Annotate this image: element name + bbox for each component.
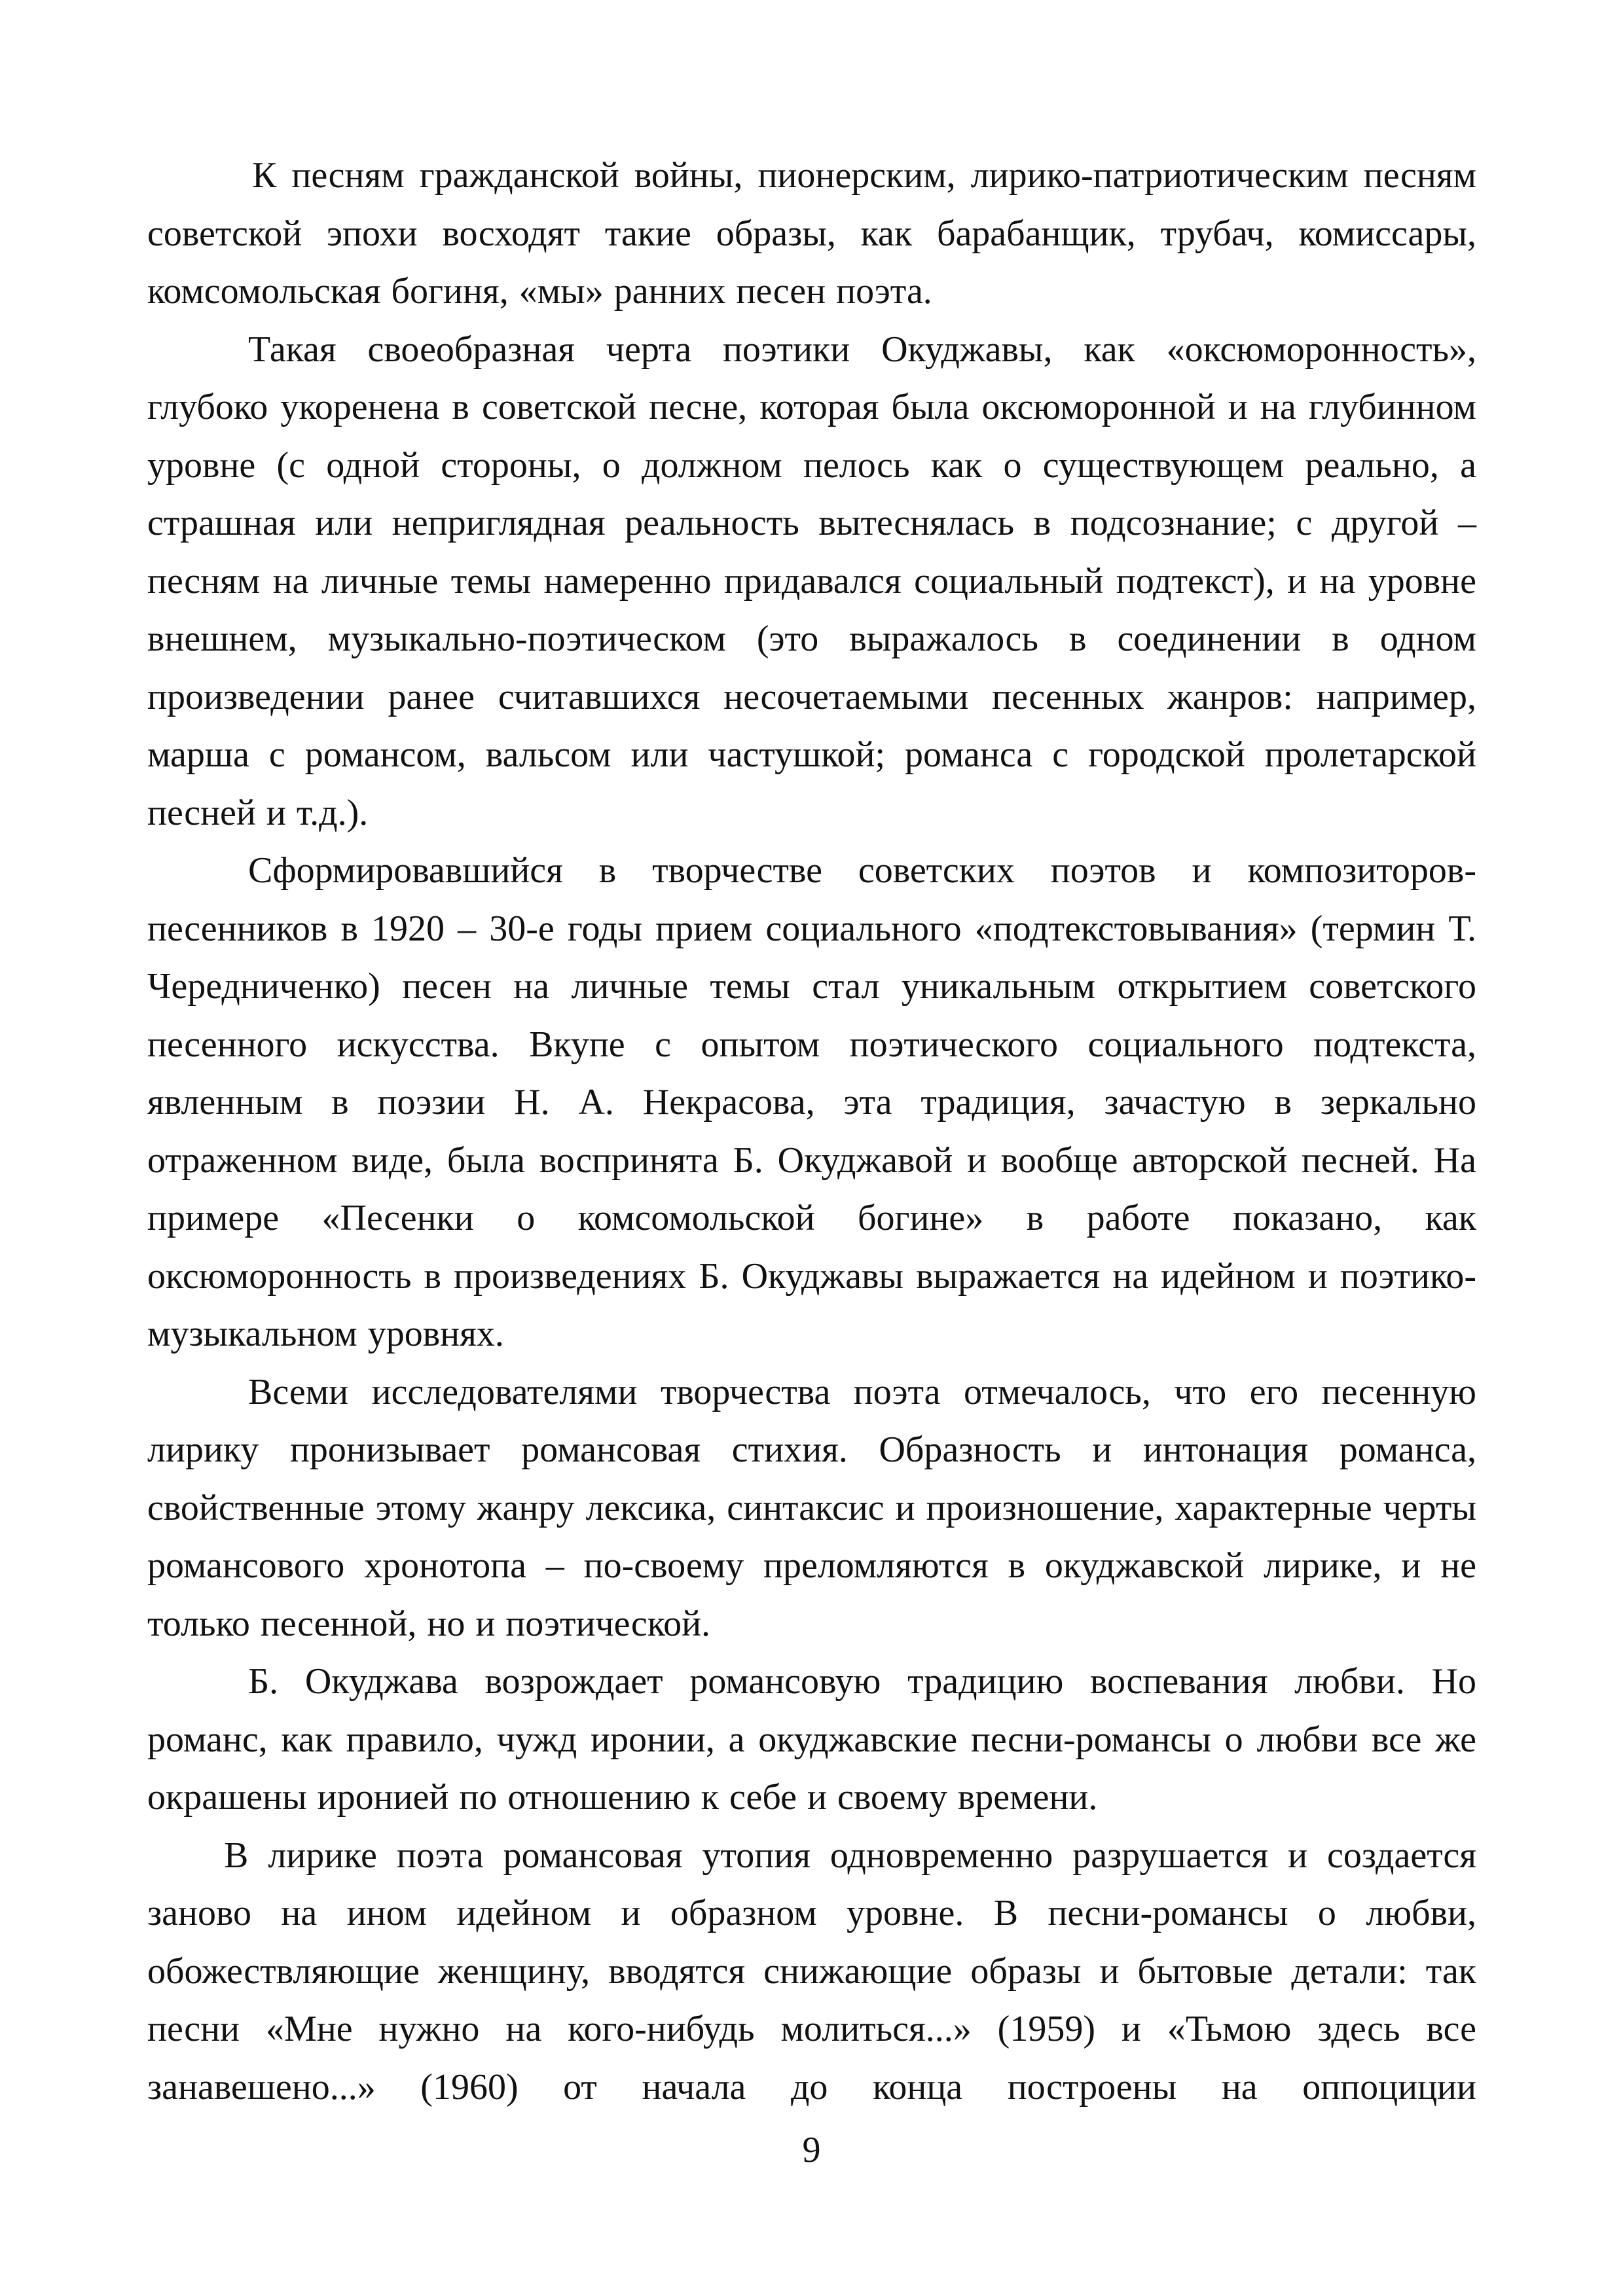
paragraph-4: Всеми исследователями творчества поэта отмечалось, что его песенную лирику пронизывает романсовая стихия. Образность и интонация романса, свойственные этому жанру лексика, синтаксис и произношение, характерные черты романсового хронотопа – по-своему преломляются в окуджавской лирике, и не только песенной, но и поэтической.: [147, 1371, 1476, 1644]
body-text: [147, 147, 1476, 2116]
paragraph-3: Сформировавшийся в творчестве советских поэтов и композиторов-песенников в 1920 – 30-е годы прием социального «подтекстовывания» (термин Т. Чередниченко) песен на личные темы стал уникальным открытием советского песенного искусства. Вкупе с опытом поэтического социального подтекста, явленным в поэзии Н. А. Некрасова, эта традиция, зачастую в зеркально отраженном виде, была воспринята Б. Окуджавой и вообще авторской песней. На примере «Песенки о комсомольской богине» в работе показано, как оксюморонность в произведениях Б. Окуджавы выражается на идейном и поэтико-музыкальном уровнях.: [147, 850, 1476, 1354]
paragraph-6: В лирике поэта романсовая утопия одновременно разрушается и создается заново на ином идейном и образном уровне. В песни-романсы о любви, обожествляющие женщину, вводятся снижающие образы и бытовые детали: так песни «Мне нужно на кого-нибудь молиться...» (1959) и «Тьмою здесь все занавешено...» (1960) от начала до конца построены на оппоциции: [147, 1835, 1476, 2108]
page-number: 9: [802, 2130, 821, 2170]
paragraph-5: Б. Окуджава возрождает романсовую традицию воспевания любви. Но романс, как правило, чужд иронии, а окуджавские песни-романсы о любви все же окрашены иронией по отношению к себе и своему времени.: [147, 1661, 1476, 1818]
paragraph-1: К песням гражданской войны, пионерским, лирико-патриотическим песням советской эпохи восходят такие образы, как барабанщик, трубач, комиссары, комсомольская богиня, «мы» ранних песен поэта.: [147, 155, 1476, 312]
paragraph-2: Такая своеобразная черта поэтики Окуджавы, как «оксюморонность», глубоко укоренена в советской песне, которая была оксюморонной и на глубинном уровне (с одной стороны, о должном пелось как о существующем реально, а страшная или неприглядная реальность вытеснялась в подсознание; с другой – песням на личные темы намеренно придавался социальный подтекст), и на уровне внешнем, музыкально-поэтическом (это выражалось в соединении в одном произведении ранее считавшихся несочетаемыми песенных жанров: например, марша с романсом, вальсом или частушкой; романса с городской пролетарской песней и т.д.).: [147, 329, 1476, 833]
